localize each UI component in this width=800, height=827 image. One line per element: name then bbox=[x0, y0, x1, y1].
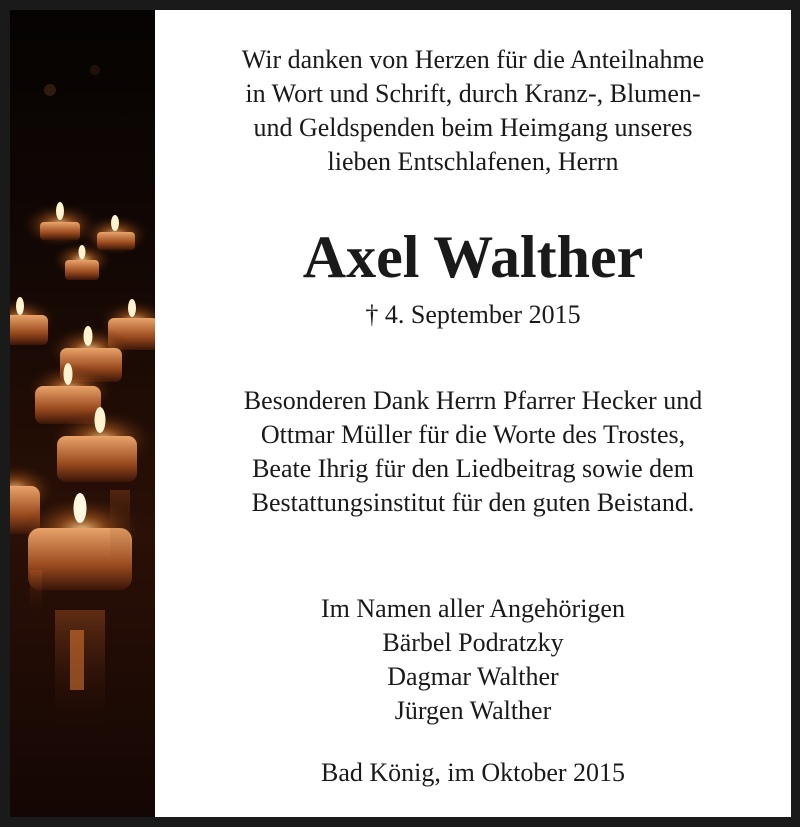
thanks-line: Ottmar Müller für die Worte des Trostes, bbox=[260, 420, 686, 449]
thanks-line: Besonderen Dank Herrn Pfarrer Hecker und bbox=[243, 386, 703, 415]
death-date bbox=[155, 298, 791, 332]
intro-text bbox=[155, 43, 791, 179]
place-date bbox=[155, 756, 791, 790]
candles-illustration bbox=[10, 10, 155, 817]
signer-line: Bärbel Podratzky bbox=[382, 628, 564, 657]
signer-line: Im Namen aller Angehörigen bbox=[321, 594, 625, 623]
thanks-line: Beate Ihrig für den Liedbeitrag sowie dem bbox=[252, 454, 694, 483]
thanks-text bbox=[155, 384, 791, 520]
intro-line: lieben Entschlafenen, Herrn bbox=[327, 147, 619, 176]
signer-line: Dagmar Walther bbox=[387, 662, 559, 691]
death-date-line: † 4. September 2015 bbox=[365, 300, 581, 329]
signer-line: Jürgen Walther bbox=[394, 696, 552, 725]
place-date-line: Bad König, im Oktober 2015 bbox=[320, 758, 626, 787]
obituary-card bbox=[155, 10, 791, 817]
candles-photo bbox=[10, 10, 155, 817]
intro-line: in Wort und Schrift, durch Kranz-, Blumen- bbox=[245, 79, 701, 108]
thanks-line: Bestattungsinstitut für den guten Beistand. bbox=[251, 488, 695, 517]
intro-line: und Geldspenden beim Heimgang unseres bbox=[253, 113, 693, 142]
deceased-name: Axel Walther bbox=[302, 224, 644, 290]
signers-block bbox=[155, 592, 791, 728]
intro-line: Wir danken von Herzen für die Anteilnahme bbox=[241, 45, 705, 74]
